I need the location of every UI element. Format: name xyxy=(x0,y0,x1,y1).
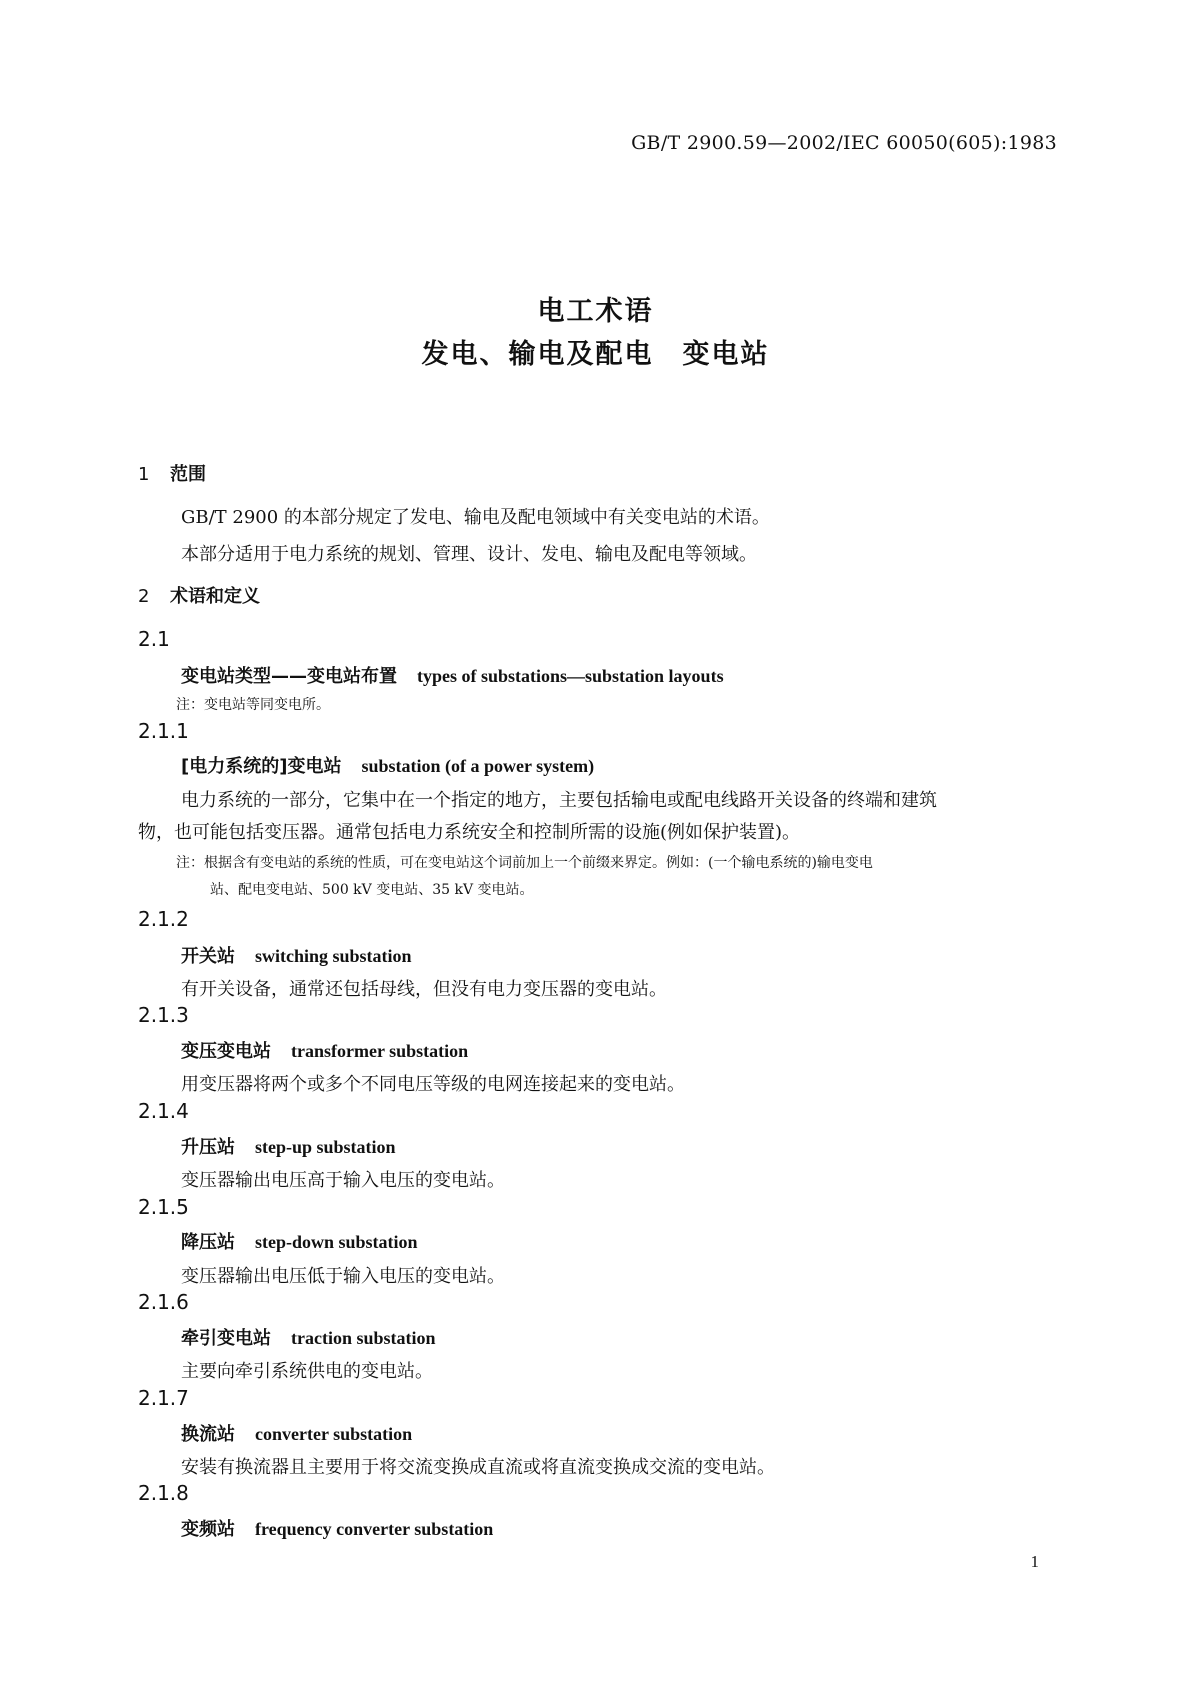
term-2-1-1-note-line-1: 注：根据含有变电站的系统的性质，可在变电站这个词前加上一个前缀来界定。例如：(一个输电系统的)输电变电 xyxy=(176,855,873,871)
term-2-1-number: 2.1 xyxy=(138,627,170,651)
document-title-line-1: 电工术语 xyxy=(537,296,654,327)
term-2-1-note: 注：变电站等同变电所。 xyxy=(176,697,330,713)
term-2-1-7-en: converter substation xyxy=(255,1424,413,1444)
term-2-1-7-definition: 安装有换流器且主要用于将交流变换成直流或将直流变换成交流的变电站。 xyxy=(181,1457,775,1478)
term-2-1-3-definition: 用变压器将两个或多个不同电压等级的电网连接起来的变电站。 xyxy=(181,1074,685,1095)
term-2-1-5-en: step-down substation xyxy=(255,1232,418,1252)
section-1-title: 范围 xyxy=(170,464,206,485)
term-2-1-6-definition: 主要向牵引系统供电的变电站。 xyxy=(181,1361,433,1382)
term-2-1-8-en: frequency converter substation xyxy=(255,1519,494,1539)
term-2-1-8-zh: 变频站 xyxy=(181,1519,235,1540)
term-2-1-5-definition: 变压器输出电压低于输入电压的变电站。 xyxy=(181,1266,505,1287)
term-2-1-1-en: substation (of a power system) xyxy=(361,756,595,776)
term-2-1-2 xyxy=(181,942,412,968)
term-2-1-4 xyxy=(181,1133,396,1159)
term-2-1-7 xyxy=(181,1420,412,1446)
term-2-1-3 xyxy=(181,1037,468,1063)
term-2-1-4-number: 2.1.4 xyxy=(138,1099,189,1123)
term-2-1-1-number: 2.1.1 xyxy=(138,719,189,743)
section-2-heading xyxy=(138,582,260,608)
term-2-1-1-definition-line-1: 电力系统的一部分，它集中在一个指定的地方，主要包括输电或配电线路开关设备的终端和建筑 xyxy=(181,790,937,811)
page-number: 1 xyxy=(1030,1552,1039,1571)
term-2-1-3-en: transformer substation xyxy=(291,1041,469,1061)
document-title-line-2: 发电、输电及配电 变电站 xyxy=(421,339,770,370)
term-2-1-2-zh: 开关站 xyxy=(181,946,235,967)
section-2-number: 2 xyxy=(138,586,150,607)
section-2-title: 术语和定义 xyxy=(170,586,260,607)
term-2-1-3-zh: 变压变电站 xyxy=(181,1041,271,1062)
term-2-1-6-en: traction substation xyxy=(291,1328,436,1348)
term-2-1-2-en: switching substation xyxy=(255,946,412,966)
term-2-1-zh: 变电站类型——变电站布置 xyxy=(181,666,397,687)
term-2-1-7-zh: 换流站 xyxy=(181,1424,235,1445)
term-2-1-8 xyxy=(181,1515,493,1541)
term-2-1-4-definition: 变压器输出电压高于输入电压的变电站。 xyxy=(181,1170,505,1191)
term-2-1-7-number: 2.1.7 xyxy=(138,1386,189,1410)
term-2-1-5-zh: 降压站 xyxy=(181,1232,235,1253)
standard-code-header: GB/T 2900.59—2002/IEC 60050(605):1983 xyxy=(631,132,1057,154)
term-2-1-2-definition: 有开关设备，通常还包括母线，但没有电力变压器的变电站。 xyxy=(181,979,667,1000)
term-2-1-8-number: 2.1.8 xyxy=(138,1481,189,1505)
section-1-paragraph-1: GB/T 2900 的本部分规定了发电、输电及配电领域中有关变电站的术语。 xyxy=(181,507,770,528)
section-1-number: 1 xyxy=(138,464,150,485)
section-1-paragraph-2: 本部分适用于电力系统的规划、管理、设计、发电、输电及配电等领域。 xyxy=(181,544,757,565)
term-2-1-3-number: 2.1.3 xyxy=(138,1003,189,1027)
term-2-1-2-number: 2.1.2 xyxy=(138,907,189,931)
term-2-1-en: types of substations—substation layouts xyxy=(417,666,724,686)
term-2-1-6 xyxy=(181,1324,436,1350)
term-2-1-4-zh: 升压站 xyxy=(181,1137,235,1158)
term-2-1-1-note-line-2: 站、配电变电站、500 kV 变电站、35 kV 变电站。 xyxy=(210,882,534,898)
section-1-heading xyxy=(138,460,206,486)
term-2-1-4-en: step-up substation xyxy=(255,1137,396,1157)
term-2-1-5-number: 2.1.5 xyxy=(138,1195,189,1219)
term-2-1-1-zh: [电力系统的]变电站 xyxy=(181,756,342,777)
term-2-1-1 xyxy=(181,752,594,778)
term-2-1-5 xyxy=(181,1228,418,1254)
term-2-1-1-definition-line-2: 物，也可能包括变压器。通常包括电力系统安全和控制所需的设施(例如保护装置)。 xyxy=(138,822,801,843)
term-2-1-6-zh: 牵引变电站 xyxy=(181,1328,271,1349)
term-2-1-6-number: 2.1.6 xyxy=(138,1290,189,1314)
term-2-1 xyxy=(181,662,724,688)
